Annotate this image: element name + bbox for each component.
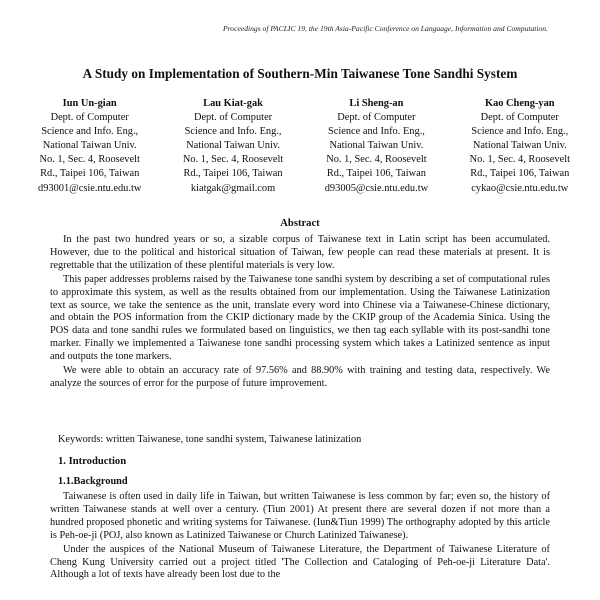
author-affiliation-line: Science and Info. Eng.,: [184, 126, 282, 138]
body-paragraph: Taiwanese is often used in daily life in Taiwan, but written Taiwanese is less common by far; even so, the history of written Taiwanese stands at well over a century. (Tiun 2001) At present there are several dozen if not more than a hundred proposed phonetic and writing systems for Taiwanese. (Iun&Tiun 1999) The orthography adopted by this article is Peh-oe-ji (POJ, also known as Latinized Taiwanese or Church Latinized Taiwanese).: [50, 491, 550, 541]
author-block: [470, 97, 570, 196]
author-affiliation-line: National Taiwan Univ.: [329, 140, 424, 152]
paper-title: A Study on Implementation of Southern-Min Taiwanese Tone Sandhi System: [82, 66, 518, 81]
abstract-paragraph: This paper addresses problems raised by the Taiwanese tone sandhi system by describing a set of computational rules to approximate this system, as well as the results obtained from our implementation. Using the Taiwanese Latinization text as source, we take the sentence as the unit, translate every word into Chinese via a Taiwanese-Chinese dictionary, and obtain the POS information from the CKIP dictionary made by the CKIP group of the Academia Sinica. Using the POS data and tone sandhi rules we formulated based on linguistics, we then tag each syllable with its post-sandhi tone marker. Finally we implemented a Taiwanese tone sandhi processing system which takes a Latinized sentence as input and outputs the tone markers.: [50, 273, 550, 363]
author-block: [325, 97, 428, 196]
author-affiliation-line: National Taiwan Univ.: [42, 140, 137, 152]
author-affiliation-line: No. 1, Sec. 4, Roosevelt: [182, 154, 284, 166]
author-affiliation-line: Science and Info. Eng.,: [327, 126, 425, 138]
abstract-heading: Abstract: [280, 218, 320, 229]
author-affiliation-line: Science and Info. Eng.,: [471, 126, 569, 138]
author-affiliation-line: Dept. of Computer: [480, 112, 559, 124]
author-affiliation-line: Rd., Taipei 106, Taiwan: [326, 168, 426, 180]
body-paragraph: Under the auspices of the National Museum of Taiwanese Literature, the Department of Taiwanese Literature of Cheng Kung University carried out a project titled 'The Collection and Cataloging of Peh-oe-ji Literature Data'. Although a lot of texts have already been lost due to the: [50, 543, 550, 581]
author-email: kiatgak@gmail.com: [190, 182, 276, 194]
author-affiliation-line: Rd., Taipei 106, Taiwan: [40, 168, 140, 180]
abstract-body: [50, 234, 550, 392]
author-email: d93005@csie.ntu.edu.tw: [324, 182, 429, 194]
author-name: Iun Un-gian: [62, 98, 117, 109]
author-affiliation-line: Dept. of Computer: [337, 112, 416, 124]
author-block: [38, 97, 141, 196]
author-affiliation-line: No. 1, Sec. 4, Roosevelt: [39, 154, 140, 166]
author-affiliation-line: National Taiwan Univ.: [472, 140, 567, 152]
author-list: [38, 97, 570, 196]
author-affiliation-line: Dept. of Computer: [50, 112, 129, 124]
author-email: cykao@csie.ntu.edu.tw: [471, 182, 569, 194]
author-affiliation-line: No. 1, Sec. 4, Roosevelt: [326, 154, 427, 166]
abstract-paragraph: We were able to obtain an accuracy rate of 97.56% and 88.90% with training and testing data, respectively. We analyze the sources of error for the purpose of future improvement.: [50, 365, 550, 389]
author-affiliation-line: No. 1, Sec. 4, Roosevelt: [469, 154, 570, 166]
subsection-heading: 1.1.Background: [58, 476, 128, 487]
running-header: Proceedings of PACLIC 19, the 19th Asia-Pacific Conference on Language, Information and Computation.: [222, 24, 548, 33]
abstract-paragraph: In the past two hundred years or so, a sizable corpus of Taiwanese text in Latin script has been accumulated. However, due to the political and historical situation of Taiwan, few people can read these materials at present. It is regrettable that the utilization of these plentiful materials is very low.: [50, 234, 550, 271]
section-heading: 1. Introduction: [58, 456, 127, 467]
author-affiliation-line: Dept. of Computer: [193, 112, 273, 124]
author-affiliation-line: Rd., Taipei 106, Taiwan: [470, 168, 570, 180]
author-name: Lau Kiat-gak: [203, 98, 263, 109]
keywords-line: Keywords: written Taiwanese, tone sandhi system, Taiwanese latinization: [58, 434, 362, 445]
author-block: [183, 97, 283, 196]
section-body: [50, 491, 550, 583]
author-affiliation-line: National Taiwan Univ.: [186, 140, 280, 152]
author-affiliation-line: Rd., Taipei 106, Taiwan: [183, 168, 283, 180]
author-name: Li Sheng-an: [349, 98, 404, 109]
author-affiliation-line: Science and Info. Eng.,: [41, 126, 139, 138]
author-name: Kao Cheng-yan: [484, 98, 555, 109]
author-email: d93001@csie.ntu.edu.tw: [38, 182, 142, 194]
